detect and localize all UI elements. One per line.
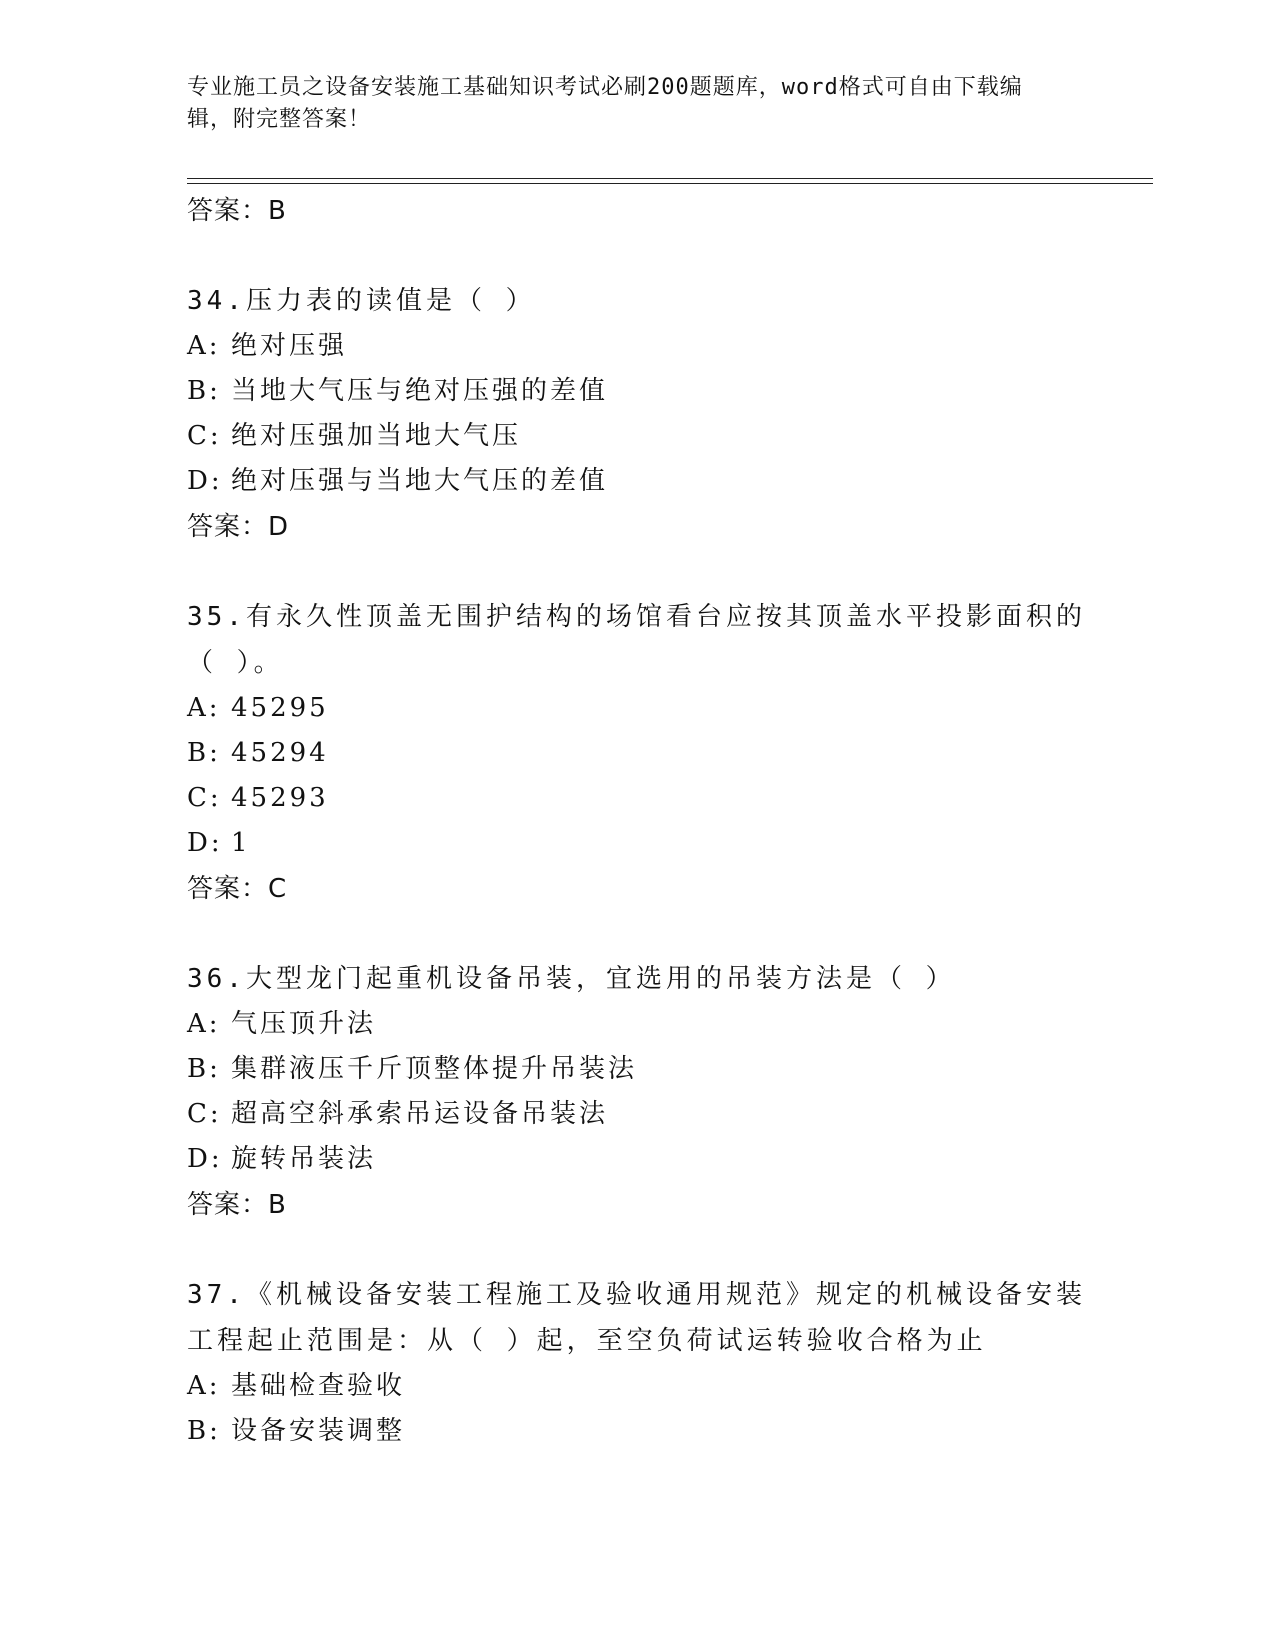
option-d xyxy=(187,459,1087,504)
option-b xyxy=(187,369,1087,414)
question-text: 35.有永久性顶盖无围护结构的场馆看台应按其顶盖水平投影面积的（ ）。 xyxy=(187,602,1086,678)
option-a xyxy=(187,686,1087,731)
option-text: 45294 xyxy=(231,738,329,768)
answer-line: 答案：B xyxy=(187,1190,287,1220)
option-key: D: xyxy=(187,1144,223,1174)
option-b xyxy=(187,1409,1087,1454)
answer-line: 答案：C xyxy=(187,874,288,904)
option-key: B: xyxy=(187,1416,221,1446)
option-d xyxy=(187,1137,1087,1182)
document-header: 专业施工员之设备安装施工基础知识考试必刷200题题库，word格式可自由下载编辑，附完整答案！ xyxy=(187,75,1023,132)
option-key: A: xyxy=(187,693,221,723)
question-block xyxy=(187,594,1087,912)
option-text: 绝对压强加当地大气压 xyxy=(231,421,522,451)
option-key: B: xyxy=(187,376,221,406)
option-text: 当地大气压与绝对压强的差值 xyxy=(231,376,609,406)
option-text: 45293 xyxy=(231,783,329,813)
answer-line: 答案：D xyxy=(187,512,290,542)
option-key: A: xyxy=(187,1371,221,1401)
option-key: D: xyxy=(187,466,223,496)
spacer xyxy=(187,234,1087,278)
question-block xyxy=(187,956,1087,1228)
option-key: C: xyxy=(187,421,222,451)
question-text: 37.《机械设备安装工程施工及验收通用规范》规定的机械设备安装工程起止范围是：从（ ）起，至空负荷试运转验收合格为止 xyxy=(187,1280,1086,1356)
option-key: C: xyxy=(187,783,222,813)
option-text: 45295 xyxy=(231,693,329,723)
header-divider-bottom xyxy=(187,183,1153,184)
option-key: C: xyxy=(187,1099,222,1129)
option-text: 绝对压强与当地大气压的差值 xyxy=(231,466,609,496)
option-a xyxy=(187,324,1087,369)
option-c xyxy=(187,776,1087,821)
option-key: A: xyxy=(187,1009,221,1039)
option-c xyxy=(187,414,1087,459)
option-b xyxy=(187,731,1087,776)
option-key: D: xyxy=(187,828,223,858)
option-text: 设备安装调整 xyxy=(231,1416,406,1446)
option-key: B: xyxy=(187,738,221,768)
option-key: B: xyxy=(187,1054,221,1084)
header-divider-top xyxy=(187,178,1153,179)
question-block xyxy=(187,1272,1087,1454)
option-b xyxy=(187,1047,1087,1092)
option-a xyxy=(187,1364,1087,1409)
option-text: 基础检查验收 xyxy=(231,1371,406,1401)
option-text: 绝对压强 xyxy=(231,331,348,361)
option-text: 1 xyxy=(231,828,251,858)
option-text: 气压顶升法 xyxy=(231,1009,377,1039)
question-text: 36.大型龙门起重机设备吊装，宜选用的吊装方法是（ ） xyxy=(187,964,956,994)
question-text: 34.压力表的读值是（ ） xyxy=(187,286,536,316)
option-text: 旋转吊装法 xyxy=(231,1144,377,1174)
spacer xyxy=(187,912,1087,956)
previous-answer: 答案：B xyxy=(187,196,287,226)
option-d xyxy=(187,821,1087,866)
option-text: 集群液压千斤顶整体提升吊装法 xyxy=(231,1054,638,1084)
option-text: 超高空斜承索吊运设备吊装法 xyxy=(231,1099,609,1129)
spacer xyxy=(187,1228,1087,1272)
question-list xyxy=(187,188,1087,1454)
question-block xyxy=(187,278,1087,550)
spacer xyxy=(187,550,1087,594)
option-c xyxy=(187,1092,1087,1137)
option-a xyxy=(187,1002,1087,1047)
option-key: A: xyxy=(187,331,221,361)
